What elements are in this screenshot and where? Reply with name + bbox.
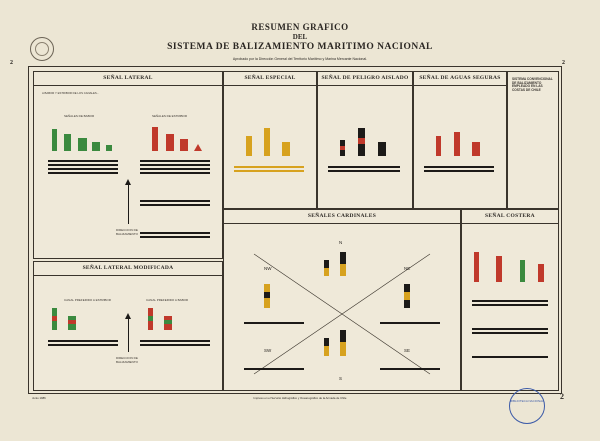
direction-arrow-icon [128,184,129,224]
panel-modificada [33,261,223,391]
panel-peligro [317,71,413,209]
light-bar [140,172,210,174]
light-bar [48,172,118,174]
light-bar [424,166,494,168]
light-bar [48,168,118,170]
panel-title: SEÑAL LATERAL [34,72,222,86]
panel-title: SEÑAL DE PELIGRO AISLADO [318,72,412,86]
light-bar [234,166,304,168]
panel-lateral [33,71,223,259]
light-bar [140,340,210,342]
sheet-number-bottom: 2 [560,392,564,401]
cardinal-n-label: N [339,240,343,245]
light-bar [140,160,210,162]
light-bar [234,170,304,172]
light-bar [328,166,400,168]
red-buoy-icon [152,127,158,151]
south-cardinal-buoy-band-icon [340,330,346,342]
light-bar [140,236,210,238]
cardinal-nw-label: NW [264,266,272,271]
panel-seguras [413,71,507,209]
sheet-number-left: 2 [10,60,13,66]
green-buoy-icon [92,142,100,151]
light-bar [48,340,118,342]
direction-label: DIRECCION DE BALIZAMIENTO [116,228,138,236]
beacon-icon [538,264,544,282]
light-bar [244,368,304,370]
modified-red-buoy-band-icon [148,316,153,321]
light-bar [328,170,400,172]
cardinal-se-label: SE [404,348,411,353]
panel-convencional [507,71,559,209]
light-bar [424,170,494,172]
light-bar [140,168,210,170]
safe-water-buoy-icon [472,142,480,156]
yellow-buoy-icon [264,128,270,156]
panel-title: SEÑALES CARDINALES [224,210,460,224]
light-bar [472,300,548,302]
light-bar [380,322,440,324]
light-bar [472,332,548,334]
yellow-buoy-icon [246,136,252,156]
cardinal-compass-lines [224,224,460,390]
modified-green-buoy-band-icon [68,320,76,324]
cardinal-s-label: S [339,376,343,381]
panel-title: SEÑAL ESPECIAL [224,72,316,86]
light-bar [48,164,118,166]
lighthouse-icon [474,252,479,282]
light-bar [472,356,548,358]
light-bar [140,200,210,202]
light-bar [140,344,210,346]
safe-water-buoy-icon [454,132,460,156]
direction-arrow-icon [128,318,129,352]
footer-date: Junio 1986 [32,396,46,400]
modified-red-buoy-band-icon [164,320,172,324]
west-cardinal-buoy-band-icon [264,292,270,298]
title-line3: SISTEMA DE BALIZAMIENTO MARITIMO NACIONAL [167,42,433,52]
light-bar [48,344,118,346]
preferred-starboard-label: CANAL PREFERIDO A ESTRIBOR [64,298,111,302]
light-bar [140,204,210,206]
panel-title: SISTEMA CONVENCIONAL DE BALIZAMIENTO EMPLEADO EN LAS COSTAS DE CHILE [512,77,553,92]
danger-buoy-band-icon [358,138,365,144]
light-bar [380,368,440,370]
light-bar [244,322,304,324]
yellow-buoy-icon [282,142,290,156]
red-cone-topmark-icon [194,144,202,151]
danger-buoy-band-icon [340,146,345,150]
green-square-topmark-icon [106,145,112,151]
lighthouse-icon [496,256,502,282]
green-buoy-icon [64,134,71,151]
modified-green-buoy-band-icon [52,316,57,321]
north-cardinal-buoy-band-icon [324,268,329,276]
stamp-text: BIBLIOTECA NACIONAL [510,399,544,403]
babor-label: SEÑALES DE BABOR [64,114,95,118]
light-bar [140,164,210,166]
panel-title: SEÑAL COSTERA [462,210,558,224]
red-buoy-icon [166,134,174,151]
sheet-number-right: 2 [562,60,565,66]
north-cardinal-buoy-band-icon [340,264,346,276]
light-bar [48,160,118,162]
footer-imprint: Impreso en el Servicio Hidrográfico y Oceanográfico de la Armada de Chile [253,396,347,400]
main-frame [28,66,562,394]
library-stamp-icon [509,388,545,424]
red-buoy-icon [180,139,188,151]
panel-title: SEÑAL LATERAL MODIFICADA [34,262,222,276]
preferred-port-label: CANAL PREFERIDO A BABOR [146,298,189,302]
east-cardinal-buoy-band-icon [404,292,410,300]
cardinal-sw-label: SW [264,348,272,353]
panel-title: SEÑAL DE AGUAS SEGURAS [414,72,506,86]
light-bar [140,232,210,234]
lighthouse-icon [520,260,525,282]
green-buoy-icon [52,129,57,151]
panel-cardinales [223,209,461,391]
subtitle: Aprobado por la Dirección General del Territorio Marítimo y Marina Mercante Nacional. [232,57,368,61]
danger-buoy-icon [378,142,386,156]
south-cardinal-buoy-band-icon [324,338,329,346]
light-bar [472,304,548,306]
green-buoy-icon [78,138,87,151]
title-line2: DEL [292,33,308,41]
title-line1: RESUMEN GRAFICO [251,22,349,32]
panel-especial [223,71,317,209]
estribor-label: SEÑALES DE ESTRIBOR [152,114,188,118]
safe-water-buoy-icon [436,136,441,156]
direction-label: DIRECCION DE BALIZAMIENTO [116,356,138,364]
panel-costera [461,209,559,391]
light-bar [472,328,548,330]
cardinal-ne-label: NE [404,266,411,271]
panel-intro: A BABOR Y ESTRIBOR DE LOS CANALES... [42,91,100,95]
